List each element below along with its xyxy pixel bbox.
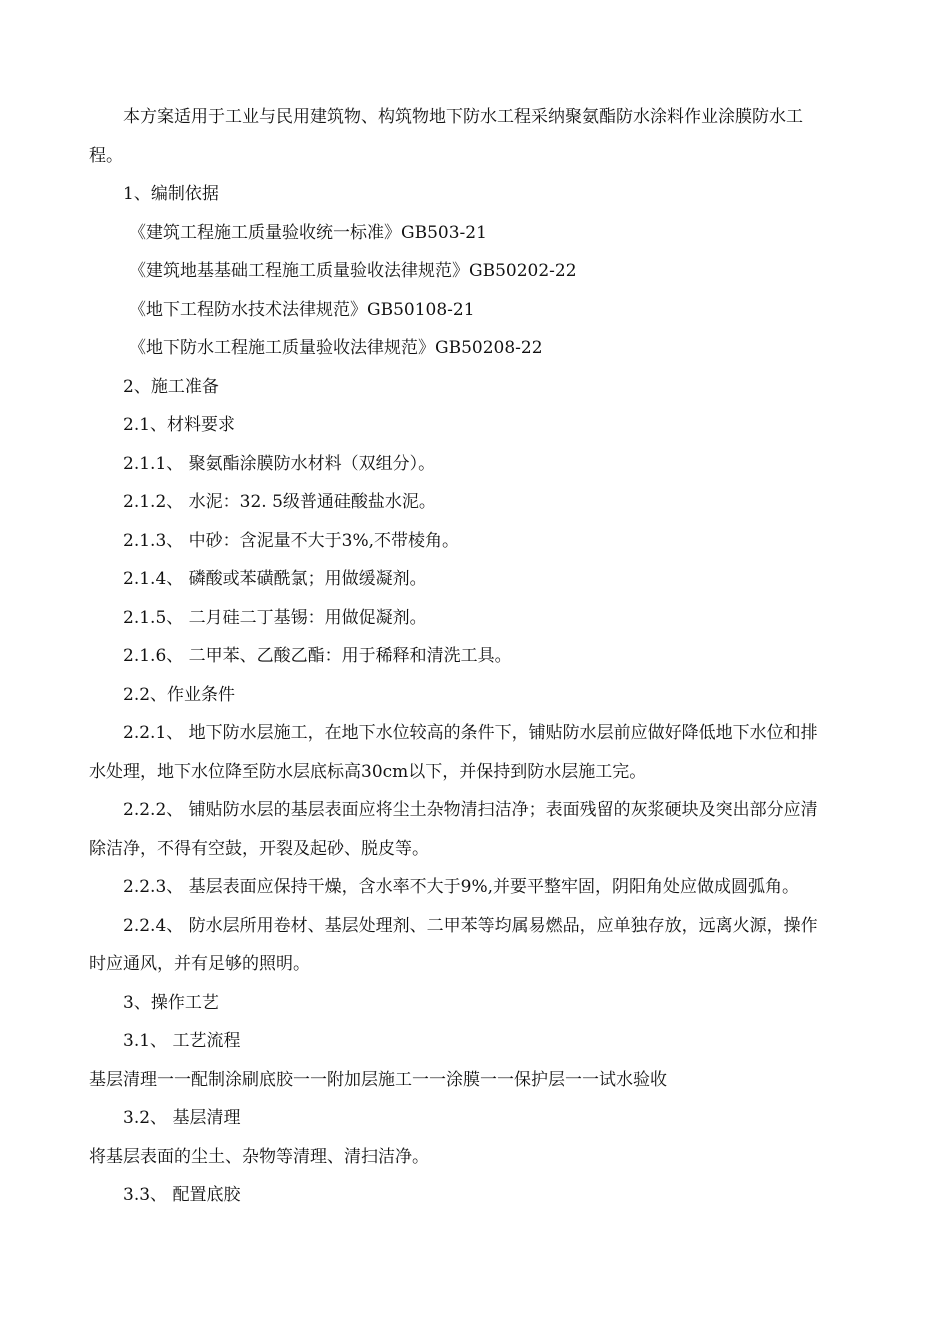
reference-standard: 《地下工程防水技术法律规范》GB50108-21 [129,299,475,320]
material-item: 2.1.5、 二月硅二丁基锡：用做促凝剂。 [123,607,427,628]
condition-item: 2.2.3、 基层表面应保持干燥，含水率不大于9%,并要平整牢固，阴阳角处应做成圆弧角。 [123,877,800,897]
section-heading-process: 3、操作工艺 [123,992,219,1013]
material-item: 2.1.2、 水泥：32. 5级普通硅酸盐水泥。 [123,492,436,512]
condition-item: 2.2.4、 防水层所用卷材、基层处理剂、二甲苯等均属易燃品，应单独存放，远离火源，操作时应通风，并有足够的照明。 [89,915,818,974]
document-body [89,98,829,1215]
condition-item: 2.2.1、 地下防水层施工，在地下水位较高的条件下，铺贴防水层前应做好降低地下水位和排水处理，地下水位降至防水层底标高30cm以下，并保持到防水层施工完。 [89,723,818,782]
subsection-heading-primer: 3.3、 配置底胶 [123,1185,241,1205]
process-flow-text: 基层清理一一配制涂刷底胶一一附加层施工一一涂膜一一保护层一一试水验收 [89,1069,667,1090]
subsection-heading-conditions: 2.2、作业条件 [123,684,236,705]
subsection-heading-cleaning: 3.2、 基层清理 [123,1108,241,1128]
reference-standard: 《地下防水工程施工质量验收法律规范》GB50208-22 [129,338,543,358]
material-item: 2.1.1、 聚氨酯涂膜防水材料（双组分）。 [123,453,436,474]
subsection-heading-flow: 3.1、 工艺流程 [123,1031,241,1051]
subsection-heading-materials: 2.1、材料要求 [123,415,236,435]
material-item: 2.1.3、 中砂：含泥量不大于3%,不带棱角。 [123,530,460,551]
reference-standard: 《建筑地基基础工程施工质量验收法律规范》GB50202-22 [129,261,577,281]
material-item: 2.1.4、 磷酸或苯磺酰氯；用做缓凝剂。 [123,569,427,589]
section-heading-preparation: 2、施工准备 [123,376,219,397]
condition-item: 2.2.2、 铺贴防水层的基层表面应将尘土杂物清扫洁净；表面残留的灰浆硬块及突出部分应清除洁净，不得有空鼓，开裂及起砂、脱皮等。 [89,800,818,859]
intro-paragraph: 本方案适用于工业与民用建筑物、构筑物地下防水工程采纳聚氨酯防水涂料作业涂膜防水工程。 [89,107,803,166]
material-item: 2.1.6、 二甲苯、乙酸乙酯：用于稀释和清洗工具。 [123,646,512,666]
reference-standard: 《建筑工程施工质量验收统一标准》GB503-21 [129,222,487,243]
cleaning-text: 将基层表面的尘土、杂物等清理、清扫洁净。 [89,1146,429,1167]
section-heading-basis: 1、编制依据 [123,184,219,204]
